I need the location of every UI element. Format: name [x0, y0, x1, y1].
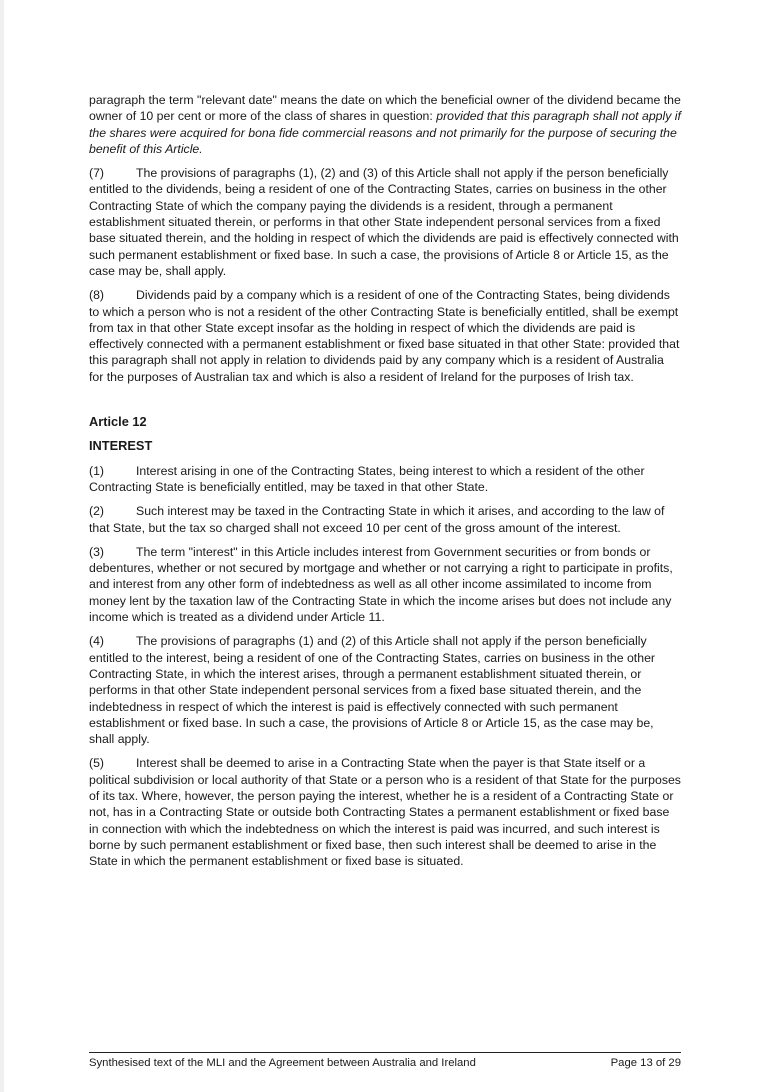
- paragraph-text: Dividends paid by a company which is a resident of one of the Contracting States, being dividends to which a person who is not a resident of the other Contracting State is beneficially entitled, shall be exempt from tax in that other State except insofar as the holding in respect of which the dividends are paid is effectively connected with a permanent establishment or fixed base situated in that other State: provided that this paragraph shall not apply in relation to dividends paid by any company which is a resident of Australia for the purposes of Australian tax and which is also a resident of Ireland for the purposes of Irish tax.: [89, 288, 680, 384]
- paragraph-text: The provisions of paragraphs (1), (2) and (3) of this Article shall not apply if the person beneficially entitled to the dividends, being a resident of one of the Contracting States, carries on business in the other Contracting State of which the company paying the dividends is a resident, through a permanent establishment situated therein, or performs in that other State independent personal services from a fixed base situated therein, and the holding in respect of which the dividends are paid is effectively connected with such permanent establishment or fixed base. In such a case, the provisions of Article 8 or Article 15, as the case may be, shall apply.: [89, 166, 679, 278]
- paragraph-text: Interest arising in one of the Contracting States, being interest to which a resident of the other Contracting State is beneficially entitled, may be taxed in that other State.: [89, 463, 645, 494]
- paragraph-7: [89, 165, 681, 279]
- paragraph-number: (7): [89, 166, 105, 181]
- paragraph-text: The term "interest" in this Article includes interest from Government securities or from bonds or debentures, whether or not secured by mortgage and whether or not carrying a right to participate in profits, and interest from any other form of indebtedness as well as all other income assimilated to income from money lent by the taxation law of the Contracting State in which the income arises but does not include any income which is treated as a dividend under Article 11.: [89, 544, 673, 625]
- paragraph-text: Such interest may be taxed in the Contracting State in which it arises, and according to the law of that State, but the tax so charged shall not exceed 10 per cent of the gross amount of the interest.: [89, 504, 665, 535]
- continued-paragraph: [89, 92, 681, 157]
- paragraph-8: [89, 287, 681, 385]
- paragraph-4: [89, 633, 681, 747]
- footer-page-number: Page 13 of 29: [610, 1057, 681, 1069]
- paragraph-number: (8): [89, 288, 105, 303]
- page-footer: [89, 1052, 681, 1069]
- paragraph-text: The provisions of paragraphs (1) and (2) of this Article shall not apply if the person beneficially entitled to the interest, being a resident of one of the Contracting States, carries on business in the other Contracting State, in which the interest arises, through a permanent establishment situated therein, or performs in that other State independent personal services from a fixed base situated therein, and the indebtedness in respect of which the interest is paid is effectively connected with such permanent establishment or fixed base. In such a case, the provisions of Article 8 or Article 15, as the case may be, shall apply.: [89, 634, 655, 747]
- paragraph-text: paragraph the term "relevant date" means the date on which the beneficial owner of the dividend became the owner of 10 per cent or more of the class of shares in question:: [89, 93, 681, 124]
- footer-document-title: Synthesised text of the MLI and the Agreement between Australia and Ireland: [89, 1057, 476, 1069]
- paragraph-number: (5): [89, 756, 105, 771]
- paragraph-2: [89, 503, 681, 536]
- paragraph-1: [89, 463, 681, 496]
- paragraph-number: (3): [89, 544, 105, 559]
- proviso-text: provided that this paragraph shall not apply if the shares were acquired for bona fide commercial reasons and not primarily for the purpose of securing the benefit of this Article.: [89, 109, 681, 156]
- page-edge: [0, 0, 4, 1092]
- paragraph-5: [89, 755, 681, 869]
- paragraph-number: (1): [89, 463, 105, 478]
- document-body: [89, 92, 681, 877]
- paragraph-number: (4): [89, 634, 105, 649]
- paragraph-number: (2): [89, 504, 105, 519]
- article-title: INTEREST: [89, 438, 153, 454]
- paragraph-text: Interest shall be deemed to arise in a Contracting State when the payer is that State itself or a political subdivision or local authority of that State or a person who is a resident of that State for the purposes of its tax. Where, however, the person paying the interest, whether he is a resident of a Contracting State or not, has in a Contracting State or outside both Contracting States a permanent establishment or fixed base in connection with which the indebtedness on which the interest is paid was incurred, and such interest is borne by such permanent establishment or fixed base, then such interest shall be deemed to arise in the State in which the permanent establishment or fixed base is situated.: [89, 756, 681, 869]
- article-number: Article 12: [89, 414, 147, 430]
- paragraph-3: [89, 544, 681, 625]
